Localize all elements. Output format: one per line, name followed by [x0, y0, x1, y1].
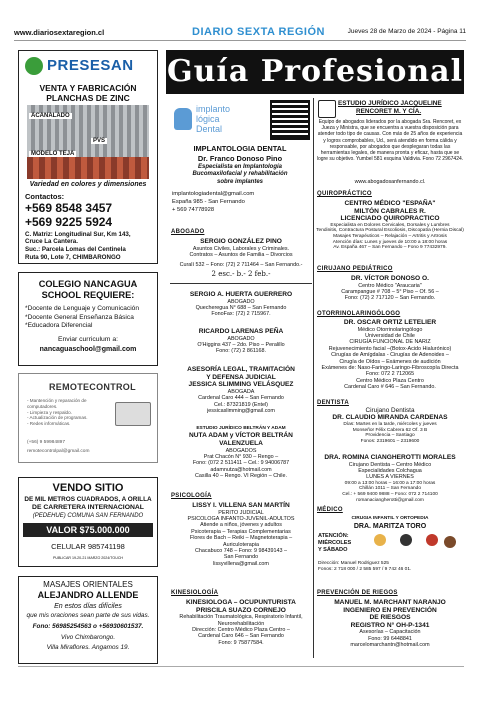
otorrino-heading: OTORRINOLARINGÓLOGO: [317, 311, 401, 317]
bottom-rule: [18, 666, 464, 667]
riegos-name: MANUEL M. MARCHANT NARANJO: [334, 599, 446, 606]
pediatra-line: Fono: (72) 2 717120 – San Fernando.: [344, 295, 436, 302]
medico-line: Fonos: 2 718 000 / 2 585 597 / 9 742 46 01.: [318, 567, 412, 572]
dentista-line: Providencia – Santiago: [365, 433, 415, 439]
vendo-ad: [18, 477, 158, 567]
justice-scale-icon: [318, 100, 336, 118]
implanto-email: implantologiadental@gmail.com: [172, 191, 255, 197]
lawyer-name: NUTA ADAM y VÍCTOR BELTRÁN: [189, 432, 293, 440]
jacqueline-web: www.abogadosanfernando.cl.: [354, 179, 426, 185]
kine-block: [170, 599, 312, 646]
riegos-block: [316, 599, 464, 649]
romina-line: Cirujano Dentista – Centro Médico: [348, 461, 432, 468]
remotec-items: [27, 398, 111, 427]
nancagua-email: nancaguaschool@gmail.com: [39, 346, 137, 353]
newspaper-name: DIARIO SEXTA REGIÓN: [192, 26, 325, 38]
masajes-phone: Fono: 56985254563 o +56930601537.: [32, 623, 144, 630]
implanto-logo: [172, 102, 264, 140]
jacqueline-title2: RENCORET M. Y CÍA.: [356, 108, 422, 115]
vendo-line3: (PEDEHUE) COMUNA SAN FERNANDO: [32, 513, 144, 519]
lawyer-line: Fono: (72) 2 861168.: [216, 348, 266, 355]
psico-line: Psicoterapia – Terapias Complementarias: [191, 528, 291, 535]
implanto-spec: sobre implantes: [216, 179, 263, 185]
psico-line: Chacabuco 748 – Fono: 9 98439143 –: [194, 548, 287, 555]
lawyer-name: JESSICA SLIMMING VELÁSQUEZ: [188, 381, 294, 389]
romina-line: Chillán 1011 – San Fernando: [358, 486, 422, 492]
masajes-line: Vivo Chimbarongo.: [60, 634, 116, 641]
otorrino-line: Fono: 072 2 712065: [365, 371, 415, 378]
quiro-line: Tendinitis, Contractura Postural Escoliosis, Discopatía (Hernia Discal): [316, 228, 464, 234]
medico-heading: MÉDICO: [317, 507, 343, 513]
lawyer-name: SERGIO A. HUERTA GUERRERO: [189, 291, 293, 298]
romina-line: LUNES A VIERNES: [366, 474, 414, 481]
huerta-block: [170, 291, 312, 318]
dentista-line: Días: Martes en la tarde, miércoles y jueves: [343, 422, 437, 427]
pediatra-line: Carampangue # 708 – 5° Piso – Of. 56 –: [341, 289, 439, 295]
kine-line: Rehabilitación Traumatológica, Respiratorio Infantil,: [179, 614, 303, 621]
psicologia-heading: PSICOLOGÍA: [171, 493, 212, 499]
lawyer-name: ASESORÍA LEGAL, TRAMITACIÓN: [187, 366, 295, 373]
lawyer-line: Fono: (072 2 511411 – Cel.: 9 94006787: [192, 460, 290, 467]
medico-attention: Y SÁBADO: [318, 547, 348, 553]
jacqueline-body: Equipo de abogados liderados por la abogada Sra. Rencoret, ex Jueza y Ministra, que se encuentra a vuestra disposición para atender todo tipo de causas. Con más de 25 años de experiencia y logros comprobables, Ud., será atendido en forma cálida y responsable, por abogados que desplegaran todas las herramientas legales, de manera pronta y eficaz, hasta que se logre su objetivo. Yumbel 581 esquina Valdivia. Fono 72 2967424.: [316, 119, 464, 163]
otorrino-line: Cardenal Caro # 646 – San Fernando.: [344, 384, 436, 391]
romina-line: 09:00 a 13:00 horas – 16:00 a 17:00 horas: [344, 480, 436, 486]
vendo-line2: DE CARRETERA INTERNACIONAL: [32, 504, 144, 511]
presesan-ad: [18, 50, 158, 264]
cirujano-heading: CIRUJANO PEDIÁTRICO: [317, 266, 393, 272]
lawyer-line: Cardenal Caro 444 – San Fernando: [198, 395, 284, 402]
lawyer-line: 2 esc.- b.- 2 feb.-: [211, 269, 271, 278]
dentista-line: Cirujano Dentista: [365, 407, 415, 414]
masajes-line: En estos días difíciles: [54, 603, 122, 610]
nancagua-cta: Enviar curriculum a:: [57, 336, 119, 343]
quiro-center: CENTRO MÉDICO "ESPAÑA": [344, 200, 436, 207]
qr-code-icon: [270, 100, 310, 140]
lawyer-line: Prat Chacón N° 930 – Rengo –: [203, 454, 279, 460]
guia-banner: [166, 50, 464, 94]
lawyer-line: Cel.: 87321819 (Entel): [214, 401, 268, 408]
kine-line: Neurorehabilitación: [217, 620, 265, 627]
column-divider: [313, 98, 314, 658]
remotec-item: - Redes informáticas.: [27, 421, 71, 427]
masajes-line: Villa Miraflores. Angamos 19.: [46, 644, 130, 651]
quiro-name: MILTÓN CABRALES R.: [354, 207, 426, 215]
romina-block: [316, 454, 464, 503]
psico-line: Flores de Bach – Reiki – Magnetoterapia –: [189, 535, 293, 542]
otorrino-line: Universidad de Chile: [365, 333, 415, 339]
remotec-email: remotecontrolpal@gmail.com: [27, 449, 90, 454]
medico-attention: MIÉRCOLES: [318, 540, 352, 546]
dentista-name: DR. CLAUDIO MIRANDA CARDENAS: [332, 414, 448, 422]
remotec-logo: REMOTECONTROL: [49, 382, 136, 392]
psico-name: LISSY I. VILLENA SAN MARTÍN: [192, 502, 290, 509]
remotec-ad: [18, 373, 158, 463]
lawyer-line: Contratos – Asuntos de Familia – Divorcios: [189, 252, 293, 258]
lawyer-name: VALENZUELA: [219, 440, 263, 447]
nuta-block: [170, 426, 312, 480]
riegos-name: DE RIESGOS: [369, 614, 411, 622]
larenas-block: [170, 328, 312, 355]
psico-line: Auriculoterapia: [223, 541, 259, 548]
kine-name: KINESIOLOGA – OCUPUNTURISTA: [186, 599, 296, 606]
otorrino-name: DR. OSCAR ORTIZ LETELIER: [343, 319, 437, 326]
phone1: +569 8548 3457: [25, 201, 113, 215]
implanto-logo1: implanto: [196, 104, 231, 114]
otorrino-line: Rejuvenecimiento facial –(Botox-Acido Hialurónico): [328, 345, 452, 352]
remotec-item: - Limpieza y respaldo.: [27, 409, 72, 415]
acanalado-label: ACANALADO: [31, 113, 70, 119]
romina-name: DRA. ROMINA CIANGHEROTTI MORALES: [324, 454, 456, 461]
nancagua-item: *Docente General Enseñanza Básica: [25, 313, 134, 321]
quiro-name: LICENCIADO QUIROPRACTICO: [340, 215, 440, 223]
address-line3: Suc.: Parcela Lomas del Centinela: [25, 246, 126, 253]
vendo-title: VENDO SITIO: [52, 482, 124, 494]
otorrino-line: Cirugías de Amígdalas - Cirugías de Adenoides –: [331, 352, 449, 359]
lawyer-line: ABOGADO: [227, 335, 255, 342]
pediatra-line: Centro Médico "Araucaria": [358, 282, 422, 289]
address-line2: Cruce La Cantera.: [25, 238, 78, 245]
modelo-teja-label: MODELO TEJA: [31, 151, 75, 157]
masajes-line: que mis oraciones sean parte de sus vidas.: [26, 612, 150, 619]
lawyer-line: Curalí 532 – Fono: (72) 2 711464 – San Fernando.-: [179, 262, 303, 269]
kine-line: Fono: 9 75877584.: [218, 639, 264, 646]
masajes-ad: [18, 576, 158, 664]
presesan-title1: VENTA Y FABRICACIÓN: [39, 83, 137, 93]
divider: [170, 283, 312, 284]
riegos-name: INGENIERO EN PREVENCIÓN: [343, 606, 437, 614]
address-line4: Ruta 90, Lote 7, CHIMBARONGO: [25, 254, 121, 261]
implanto-spec: Especialista en Implantología: [197, 164, 283, 170]
quiro-line: Av. España 467 – San Fernando – Fono 9 77432979.: [333, 245, 447, 251]
jacqueline-block: [316, 98, 464, 190]
lawyer-name: RICARDO LARENAS PEÑA: [198, 328, 284, 335]
remotec-item: - Mantención y reparación de computadores.: [27, 398, 87, 409]
guia-title: Guía Profesional: [166, 54, 464, 89]
lawyer-line: FonoFax: (72) 2 715967.: [211, 311, 271, 318]
lawyer-line: O'Higgins 437 – 2do. Piso – Peralillo: [197, 342, 285, 348]
quiro-line: Especialista en Dolores Cervicales, Dorsales y Lumbres: [330, 222, 450, 228]
vendo-price: VALOR $75.000.000: [23, 523, 153, 537]
pvs-label: PVS: [93, 138, 106, 144]
lawyer-line: ABOGADOS: [225, 447, 257, 454]
medico-block: [316, 516, 464, 584]
psico-line: lissyvillena@gmail.com: [213, 560, 269, 567]
lawyer-line: adamnutza@hotmail.com: [210, 466, 272, 473]
nancagua-items: [25, 305, 157, 331]
laptop-icon: [115, 402, 151, 426]
dentista-line: Fonos: 2319601 – 2319600: [360, 438, 420, 444]
page-header: [14, 26, 466, 41]
lawyer-pre: ESTUDIO JURÍDICO BELTRÁN Y ADAM: [196, 426, 286, 431]
jacqueline-title1: ESTUDIO JURÍDICO JACQUELINE: [338, 100, 442, 107]
romina-line: Cel.: + 569 9400 9888 – Fono: 072 2 714100: [342, 492, 438, 497]
quiro-block: [316, 200, 464, 251]
otorrino-line: CIRUGÍA FUNCIONAL DE NARIZ: [349, 339, 431, 346]
otorrino-line: Exámenes de: Naso-Faringo-Laringo-Fibroscopía Directa: [321, 365, 459, 372]
presesan-logo: [23, 55, 153, 77]
pediatra-block: [316, 275, 464, 302]
romina-line: romanaciangherotti@gmail.com: [356, 497, 424, 503]
kine-line: Cardenal Caro 646 – San Fernando: [198, 633, 284, 640]
otorrino-block: [316, 319, 464, 391]
implanto-title: IMPLANTOLOGIA DENTAL: [193, 144, 287, 153]
nancagua-item: *Educadora Diferencial: [25, 322, 93, 330]
riegos-line: Fono: 99 6448841: [368, 635, 412, 642]
lawyer-line: ABOGADO: [227, 298, 255, 305]
dentista-heading: DENTISTA: [317, 400, 349, 406]
website-url: www.diariosextaregion.cl: [14, 28, 105, 37]
quiro-line: Masajes Terapéuticos – Relajación – Artritis y Artrosis: [333, 233, 447, 239]
lawyer-line: Quecheregua N° 688 – San Fernando: [195, 305, 287, 311]
psico-line: PERITO JUDICIAL: [218, 509, 264, 516]
implanto-addr: España 985 - San Fernando: [172, 199, 245, 205]
abogado-heading: ABOGADO: [171, 229, 205, 235]
masajes-title1: MASAJES ORIENTALES: [43, 580, 133, 589]
dentista-line: Monseñor Félix Cabrera 62 Of. 3 B: [352, 427, 428, 433]
kine-line: Dirección: Centro Médico Plaza Centro –: [192, 627, 290, 633]
quiropractico-heading: QUIROPRÁCTICO: [317, 191, 372, 197]
vendo-phone: CELULAR 985741198: [51, 542, 125, 551]
contactos-label: Contactos:: [25, 192, 65, 201]
psico-block: [170, 502, 312, 567]
children-icon: [370, 532, 460, 556]
otorrino-line: Centro Médico Plaza Centro: [356, 377, 424, 384]
lawyer-name: SERGIO GONZÁLEZ PINO: [200, 238, 282, 245]
pediatra-name: DR. VÍCTOR DONOSO O.: [351, 275, 429, 282]
lawyer-line: Asuntos Civiles, Laborales y Criminales.: [192, 245, 290, 252]
vendo-line1: DE MIL METROS CUADRADOS, A ORILLA: [24, 496, 152, 503]
implanto-logo2: lógica: [196, 114, 220, 124]
quiro-line: Atención días: Lunes y jueves de 10:00 a 18:00 horas: [332, 239, 448, 245]
kinesiologia-heading: KINESIOLOGÍA: [171, 590, 219, 596]
riegos-name: REGISTRO N° OH-P-1341: [350, 621, 430, 629]
implanto-phone: + 569 74778928: [172, 207, 215, 213]
romina-line: Especialidades Colchagua: [358, 468, 422, 474]
lawyer-name: Y DEFENSA JUDICIAL: [206, 373, 276, 381]
implanto-doctor: Dr. Franco Donoso Pino: [197, 154, 283, 163]
medico-attention: ATENCIÓN:: [318, 533, 349, 539]
medico-line: Dirección: Manuel Rodriguez 525: [318, 561, 389, 566]
medico-pre: CIRUGIA INFANTIL Y ORTOPEDIA: [351, 516, 429, 521]
psico-line: PSICOLOGA INFANTO-JUVENIL-ADULTOS: [187, 516, 295, 522]
implanto-block: [170, 98, 310, 226]
asesoria-block: [170, 366, 312, 414]
teja-image: [27, 157, 149, 179]
medico-name: DRA. MARITZA TORO: [353, 523, 427, 530]
remotec-phone: (+56) 9 59984897: [27, 440, 66, 445]
presesan-logo-icon: [25, 57, 43, 75]
vendo-pub: PUBLICAR 19-20-21 MARZO 2024/TOUCH: [52, 556, 124, 560]
presesan-title2: PLANCHAS DE ZINC: [46, 93, 130, 103]
implanto-logo3: Dental: [196, 124, 223, 134]
lawyer-line: ABOGADA: [227, 388, 255, 395]
lawyer-line: jessicaslimming@gmail.com: [207, 408, 275, 414]
riegos-line: Asesorías – Capacitación: [359, 629, 421, 636]
otorrino-line: Médico Otorrinolaringólogo: [357, 326, 423, 333]
riegos-line: marcelomarchantn@hotmail.com: [350, 642, 430, 649]
tooth-icon: [174, 108, 192, 130]
variety-text: Variedad en colores y dimensiones: [29, 181, 147, 188]
otorrino-line: Cirugía de Oídos – Exámenes de audición: [339, 358, 441, 365]
psico-line: San Fernando: [223, 554, 259, 561]
lawyer-line: Casilla 40 – Rengo. VI Región – Chile.: [195, 473, 287, 480]
kine-name: PRISCILA SUAZO CORNEJO: [196, 606, 286, 614]
masajes-title2: ALEJANDRO ALLENDE: [37, 590, 139, 600]
implanto-spec: Bucomaxilofacial y rehabilitación: [192, 171, 288, 177]
nancagua-item: *Docente de Lenguaje y Comunicación: [25, 305, 139, 312]
phone2: +569 9225 5924: [25, 215, 113, 229]
presesan-logo-text: PRESESAN: [47, 57, 134, 74]
address-line1: C. Matriz: Longitudinal Sur, Km 143,: [25, 231, 131, 238]
nancagua-ad: [18, 272, 158, 366]
nancagua-title: COLEGIO NANCAGUA SCHOOL REQUIERE:: [38, 279, 138, 300]
psico-line: Atiende a niños, jóvenes y adultos: [200, 522, 282, 529]
gonzalez-block: [170, 238, 312, 277]
prevencion-heading: PREVENCIÓN DE RIEGOS: [317, 590, 398, 596]
date-page: Jueves 28 de Marzo de 2024 - Página 11: [347, 28, 466, 35]
remotec-item: - Actualización de programas.: [27, 415, 88, 421]
dentista-block: [316, 408, 464, 444]
